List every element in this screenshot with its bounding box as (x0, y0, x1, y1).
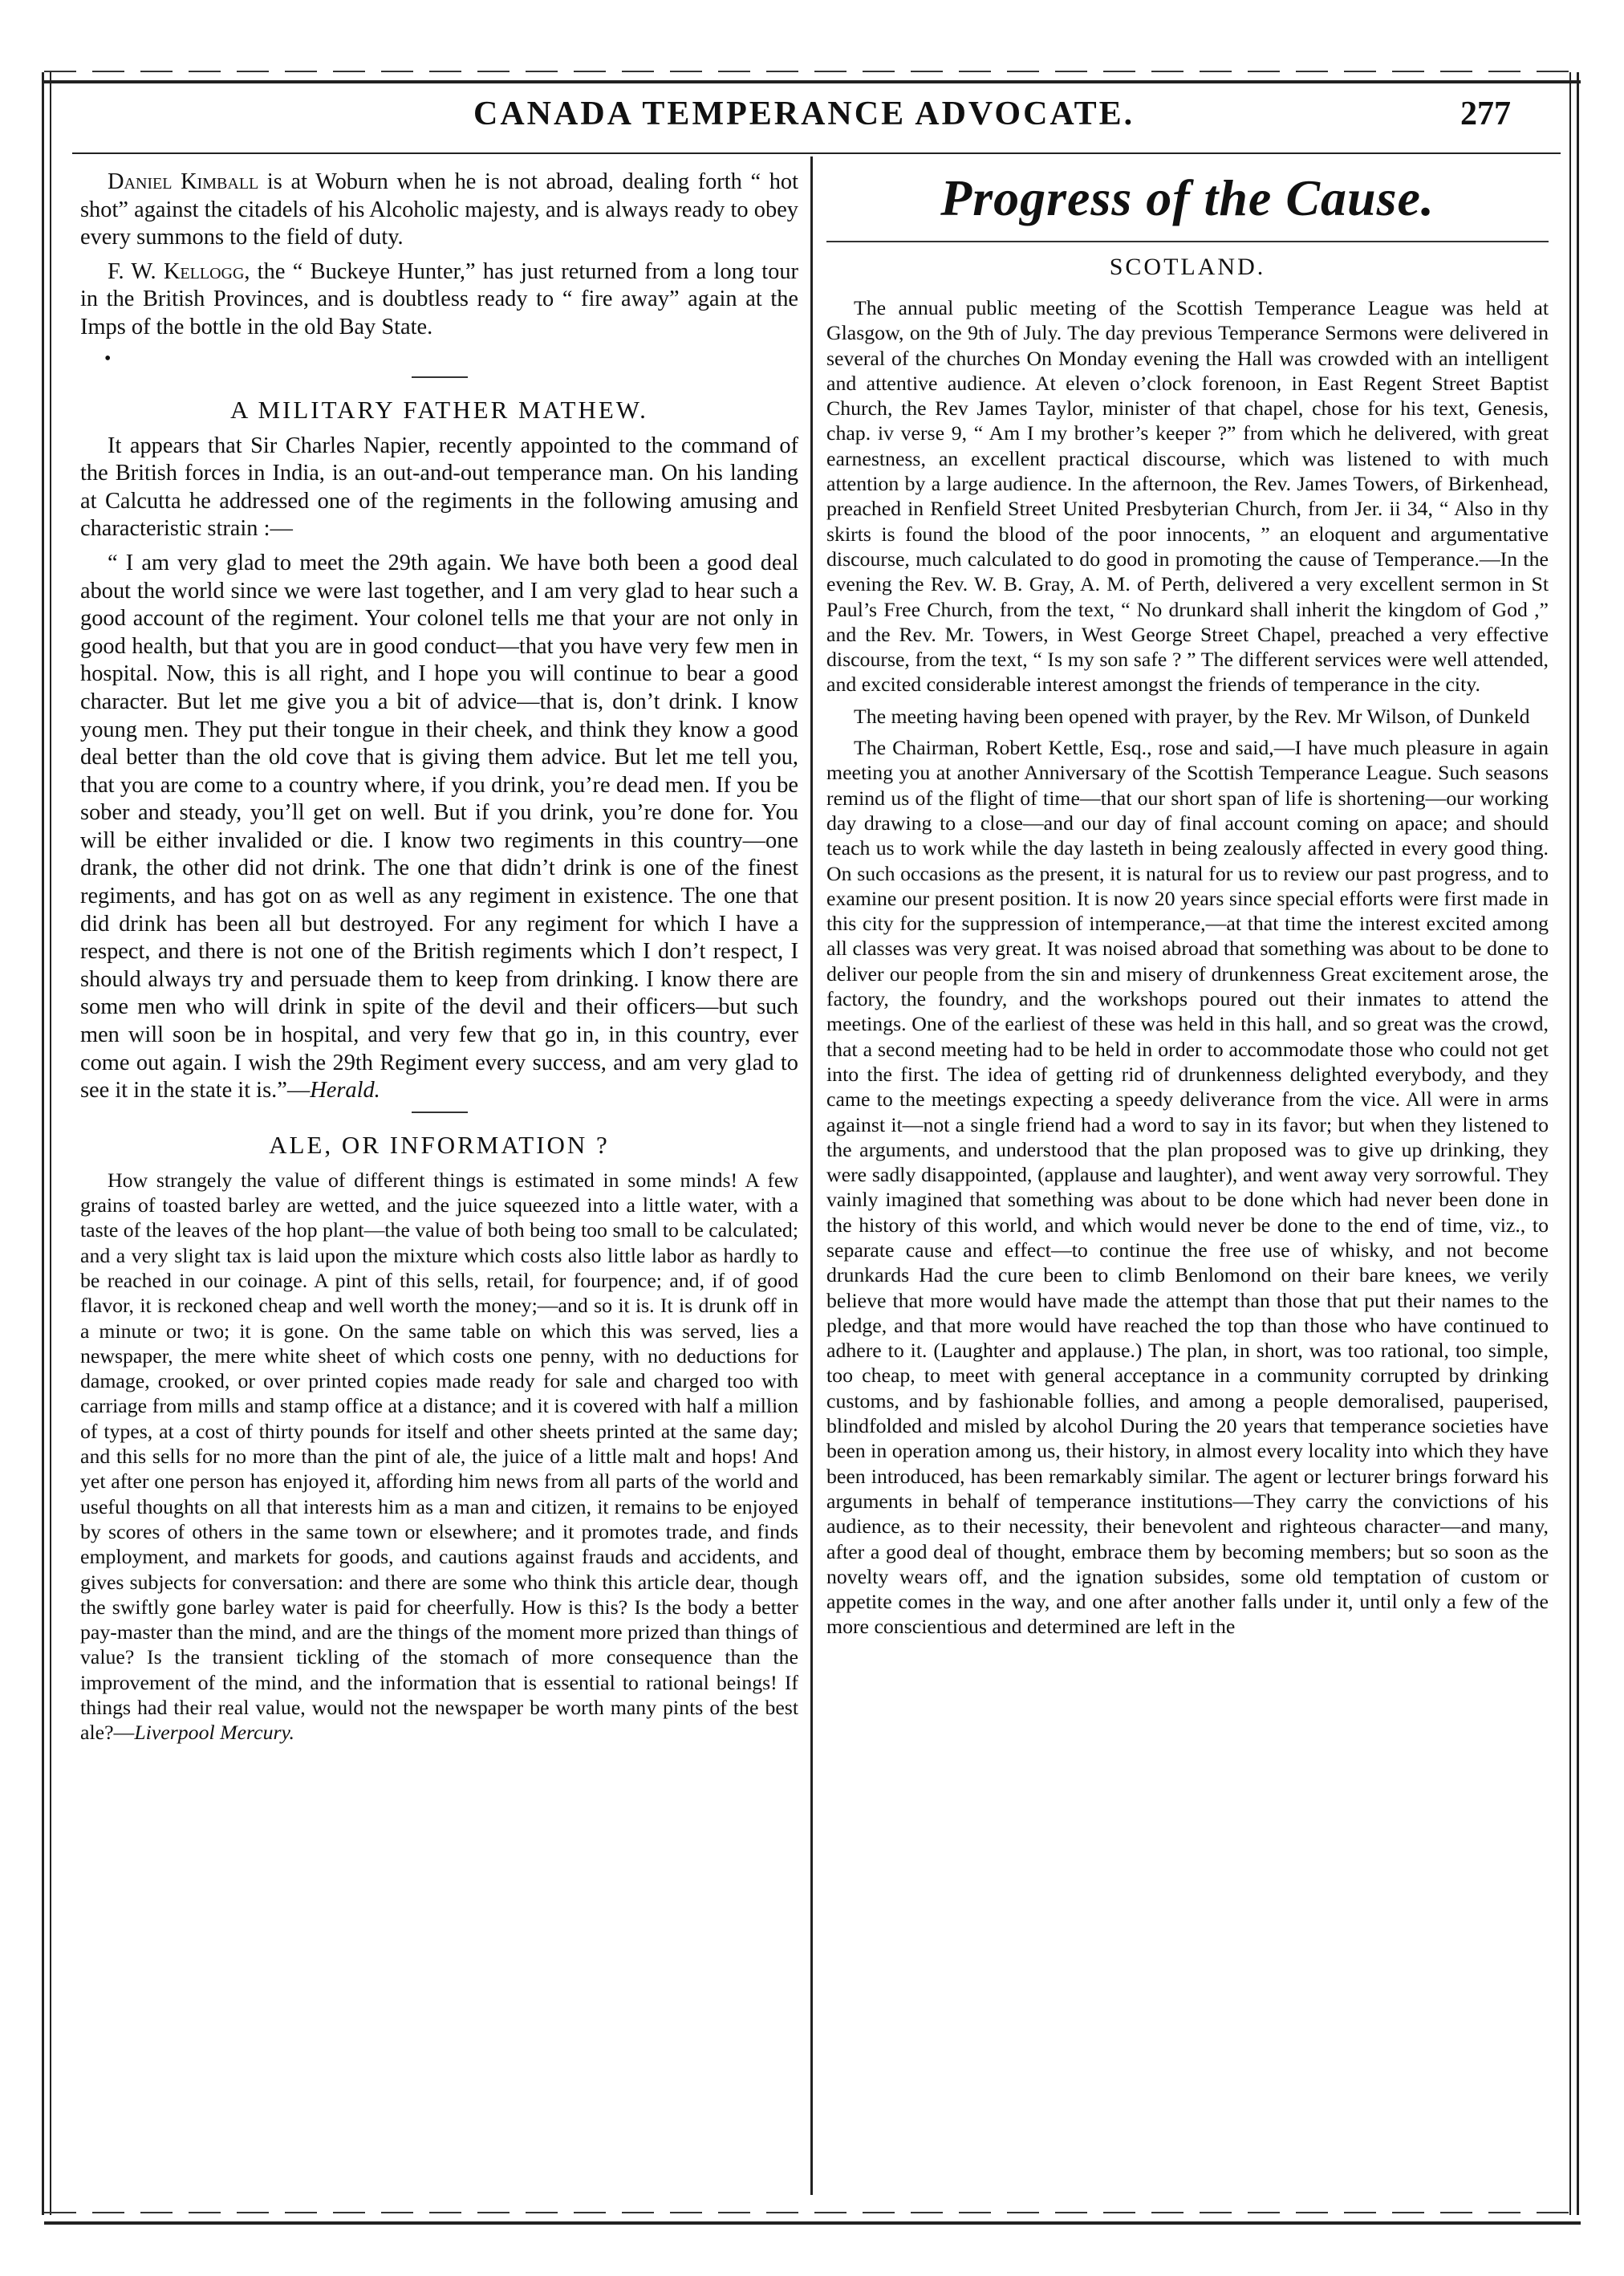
page-number: 277 (1460, 96, 1511, 132)
kellogg-name: F. W. Kellogg, (108, 258, 250, 284)
top-dashed-border (44, 71, 1581, 72)
section-rule-2 (412, 1112, 468, 1113)
league-meeting-paragraph: The annual public meeting of the Scottish Temperance League was held at Glasgow, on the 9th of July. The day previous Temperance Sermons were delivered in several of the churches On Monday evening the Hall was crowded with an intelligent and attentive audience. At eleven o’clock forenoon, in East Regent Street Baptist Church, the Rev James Taylor, minister of that chapel, chose for his text, Genesis, chap. iv verse 9, “ Am I my brother’s keeper ?” from which he delivered, with great earnestness, an excellent practical discourse, which was listened to with much attention by a large audience. In the afternoon, the Rev. James Towers, of Birkenhead, preached in Renfield Street United Presbyterian Church, from Jer. ii 34, “ Also in thy skirts is found the blood of the poor innocents, ” an eloquent and argumentative discourse, much calculated to do good in promoting the cause of Temperance.—In the evening the Rev. W. B. Gray, A. M. of Perth, delivered a very excellent sermon in St Paul’s Free Church, from the text, “ No drunkard shall inherit the kingdom of God ,” and the Rev. Mr. Towers, in West George Street Chapel, preached a very effective discourse, from the text, “ Is my son safe ? ” The different services were well attended, and excited considerable interest amongst the friends of temperance in the city. (826, 296, 1549, 697)
section-title-rule (826, 241, 1549, 242)
kellogg-paragraph (80, 258, 798, 342)
bottom-solid-border (44, 2221, 1581, 2225)
kimball-text: is at Woburn when he is not abroad, dealing forth “ hot shot” against the citadels of his Alcoholic majesty, and is always ready to obey every summons to the field of duty. (80, 169, 798, 250)
military-heading: A MILITARY FATHER MATHEW. (230, 395, 648, 424)
left-border-outer (42, 72, 44, 2215)
ale-article-text: How strangely the value of different things is estimated in some minds! A few grains of toasted barley are wetted, and the juice squeezed into a little water, with a taste of the leaves of the hop plant—the value of both being too small to be calculated; and a very slight tax is laid upon the mixture which costs also little labor as hardly to be reached in our coinage. A pint of this sells, retail, for fourpence; and, if of good flavor, it is reckoned cheap and well worth the money;—and so it is. It is drunk off in a minute or two; it is gone. On the same table on which this was served, lies a newspaper, the mere white sheet of which costs one penny, with no deductions for damage, crooked, or over printed copies made ready for sale and charged too with carriage from mills and stamp office at a distance; and it is covered with half a million of types, at a cost of thirty pounds for itself and other sheets printed at the same day; and this sells for no more than the pint of ale, the juice of a little malt and hops! And yet after one person has enjoyed it, affording him news from all parts of the world and useful thoughts on all that interests him as a man and citizen, it remains to be enjoyed by scores of others in the same town or elsewhere; and it promotes trade, and finds employment, and markets for goods, and cautions against frauds and accidents, and gives subjects for conversation: and there are some who think this article dear, though the swiftly gone barley water is paid for cheerfully. How is this? Is the body a better pay-master than the mind, and are the things of the moment more prized than things of value? Is the transient tickling of the stomach of more consequence than the improvement of the mind, and the information that is essential to rational beings! If things had their real value, would not the newspaper be worth many pints of the best ale?— (80, 1168, 798, 1745)
kimball-name: Daniel Kimball (108, 169, 259, 194)
napier-speech (80, 550, 798, 1105)
header-rule (72, 152, 1561, 154)
top-solid-border (44, 80, 1581, 83)
left-column (80, 169, 798, 1752)
right-border-inner (1569, 72, 1571, 2215)
kimball-paragraph (80, 169, 798, 252)
left-border-inner (50, 72, 51, 2215)
right-border-outer (1577, 72, 1579, 2215)
napier-intro: It appears that Sir Charles Napier, recently appointed to the command of the British forces in India, is an out-and-out temperance man. On his landing at Calcutta he addressed one of the regiments in the following amusing and characteristic strain :— (80, 433, 798, 542)
bullet-mark: • (104, 347, 112, 369)
right-column (826, 169, 1549, 1646)
chairman-paragraph: The Chairman, Robert Kettle, Esq., rose and said,—I have much pleasure in again meeting you at another Anniversary of the Scottish Temperance League. Such seasons remind us of the flight of time—that our short span of life is shortening—our working day drawing to a close—and our day of final account coming on apace; and should teach us to work while the day lasteth in being zealously affected in every good thing. On such occasions as the present, it is natural for us to review our past progress, and to examine our present position. It is now 20 years since special efforts were first made in this city for the suppression of intemperance,—at that time the interest excited among all classes was very great. It was noised abroad that something was about to be done to deliver our people from the sin and misery of drunkenness Great excitement arose, the factory, the foundry, and the workshops poured out their inmates to attend the meetings. One of the earliest of these was held in this hall, and so great was the crowd, that a second meeting had to be held in order to accommodate those who could not get into the first. The idea of getting rid of drunkenness delighted everybody, and they came to the meetings expecting a speedy deliverance from the vice. All were in arms against it—not a single friend had a word to say in its favor; but when they listened to the arguments, and understood that the plan proposed was to give up drinking, they were sadly disappointed, (applause and laughter), and went away very sorrowful. They vainly imagined that something was about to be done which had never been done in the history of this world, and which would never be done to the end of time, viz., to separate cause and effect—to continue the free use of whisky, and not become drunkards Had the cure been to climb Benlomond on their bare knees, we verily believe that more would have made the attempt than those that put their names to the pledge, and that more would have reached the top than those who have continued to adhere to it. (Laughter and applause.) The plan, in short, was too rational, too simple, too cheap, to meet with general acceptance in a community corrupted by drinking customs, and by fashionable follies, and among a people demoralised, pauperised, blindfolded and misled by alcohol During the 20 years that temperance societies have been in operation among us, their history, in almost every locality into which they have been introduced, has been remarkably similar. The agent or lecturer brings forward his arguments in behalf of temperance institutions—They carry the convictions of his audience, as to their necessity, their benevolent and righteous character—and many, after a good deal of thought, embrace them by becoming members; but so soon as the novelty wears off, and the ignation subsides, some old temptation of custom or appetite comes in the way, and one after another falls under it, until only a few of the more conscientious and determined are left in the (826, 736, 1549, 1639)
bottom-dashed-border (44, 2212, 1581, 2213)
ale-source: Liverpool Mercury. (134, 1721, 294, 1745)
ale-article (80, 1168, 798, 1746)
prayer-paragraph: The meeting having been opened with prayer, by the Rev. Mr Wilson, of Dunkeld (854, 704, 1530, 728)
napier-source: Herald. (310, 1078, 380, 1103)
napier-speech-text: “ I am very glad to meet the 29th again. We have both been a good deal about the world since we were last together, and I am very glad to hear such a good account of the regiment. Your colonel tells me that your are not only in good health, but that you are in good conduct—that you have very few men in hospital. Now, this is all right, and I hope you will continue to bear a good character. But let me give you a bit of advice—that is, don’t drink. I know young men. They put their tongue in their cheek, and think they know a good deal better than the old cove that is giving them advice. But let me tell you, that you are come to a country where, if you drink, you’re dead men. If you be sober and steady, you’ll get on well. But if you drink, you’re done for. You will be either invalided or die. I know two regiments in this country—one drank, the other did not drink. The one that didn’t drink is one of the finest regiments, and has got on as well as any regiment in existence. The one that did drink has been all but destroyed. For any regiment for which I have a respect, and there is not one of the British regiments which I don’t respect, I should always try and persuade them to keep from drinking. I know there are some men who will drink in spite of the devil and their officers—but such men will soon be in hospital, and very few that go in, in this country, ever come out again. I wish the 29th Regiment every success, and am very glad to see it in the state it is.”— (80, 550, 798, 1103)
scotland-subhead: SCOTLAND. (1109, 254, 1266, 280)
progress-section-title: Progress of the Cause. (940, 169, 1435, 226)
kellogg-text: the “ Buckeye Hunter,” has just returned from a long tour in the British Provinces, and is doubtless ready to “ fire away” again at the Imps of the bottle in the old Bay State. (80, 258, 798, 339)
ale-heading: ALE, OR INFORMATION ? (269, 1130, 610, 1159)
page-title: CANADA TEMPERANCE ADVOCATE. (473, 96, 1135, 132)
section-rule (412, 376, 468, 378)
column-divider (810, 156, 813, 2195)
